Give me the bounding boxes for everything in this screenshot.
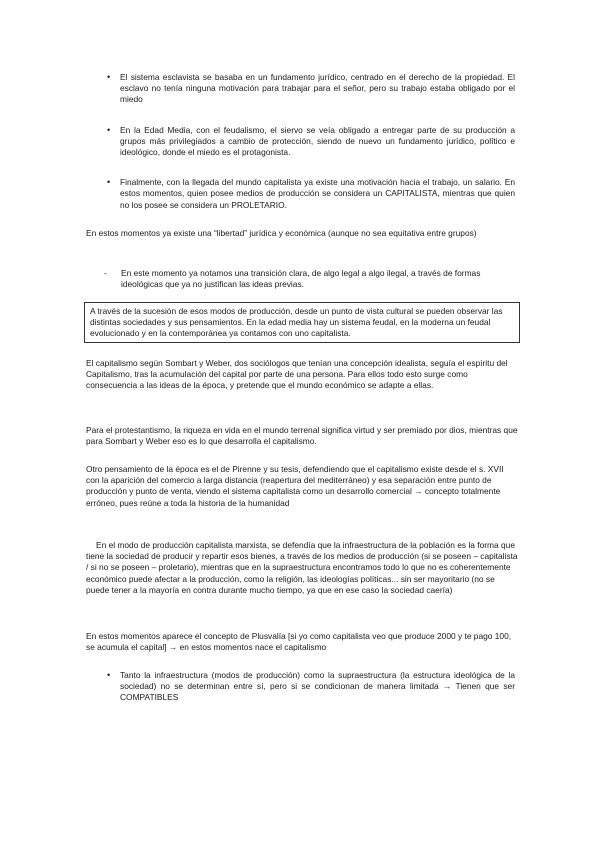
list-item [107,177,515,211]
dash-item-text: En este momento ya notamos una transición clara, de algo legal a algo ilegal, a través de formas ideológicas que ya no justifican las ideas previas. [121,268,481,290]
paragraph-plusvalia: En estos momentos aparece el concepto de Plusvalía [si yo como capitalista veo que produce 2000 y te pago 100, se acumula el capital] → en estos momentos nace el capitalismo [86,631,512,653]
list-item-text: En la Edad Media, con el feudalismo, el siervo se veía obligado a entregar parte de su producción a grupos más privilegiados a cambio de protección, siendo de nuevo un fundamento jurídico, político e ideológico, donde el miedo es el protagonista. [120,124,515,158]
bullet-icon: • [107,177,111,188]
bullet-icon: • [107,72,111,82]
paragraph-sombart-weber: El capitalismo según Sombart y Weber, dos sociólogos que tenían una concepción idealista, seguía el espíritu del Capitalismo, tras la acumulación del capital por parte de una persona. Para ellos todo esto surge como consecuencia a las ideas de la época, y pretende que el mundo económico se adapte a ellas. [86,358,508,391]
list-item [107,670,515,704]
paragraph-protestantismo: Para el protestantismo, la riqueza en vida en el mundo terrenal significa virtud y ser premiado por dios, mientras que para Sombart y Weber eso es lo que desarrolla el capitalismo. [86,425,518,447]
list-item [107,125,515,159]
bullet-list-bottom [107,670,515,704]
capitalista-term: CAPITALISTA [385,188,438,199]
paragraph-marxista: En el modo de producción capitalista marxista, se defendía que la infraestructura de la población es la forma que tiene la sociedad de producir y repartir esos bienes, a través de los medios de producción (si se poseen – capitalista / si no se poseen – proletario), mientras que en la supraestructura encontramos todo lo que no es coherentemente económico puede afectar a la producción, como la religión, las ideologías políticas... sin ser mayoritario (no se puede tener a la mayoría en contra durante mucho tiempo, ya que en ese caso la sociedad caería) [86,540,518,595]
paragraph-libertad: En estos momentos ya existe una “libertad” jurídica y económica (aunque no sea equitativa entre grupos) [86,228,477,238]
list-item-text: El sistema esclavista se basaba en un fundamento jurídico, centrado en el derecho de la propiedad. El esclavo no tenía ninguna motivación para trabajar para el señor, pero su trabajo estaba obligado por el miedo [120,72,515,105]
list-item-text: Tanto la infraestructura (modos de producción) como la supraestructura (la estructura ideológica de la sociedad) no se determinan entre sí, pero si se condicionan de manera limitada → Tienen que ser COMPATIBLES [120,670,515,703]
list-item [107,72,515,106]
proletario-term: PROLETARIO [231,199,285,210]
paragraph-pirenne: Otro pensamiento de la época es el de Pirenne y su tesis, defendiendo que el capitalismo existe desde el s. XVII con la aparición del comercio a larga distancia (reapertura del mediterráneo) y esa separación entre punto de producción y punto de venta, viendo el sistema capitalista como un desarrollo comercial → concepto totalmente erróneo, pues reúne a toda la historia de la humanidad [86,464,504,508]
bullet-icon: • [107,124,111,135]
boxed-paragraph: A través de la sucesión de esos modos de producción, desde un punto de vista cultural se pueden observar las distintas sociedades y sus pensamientos. En la edad media hay un sistema feudal, en la moderna un feudal evolucionado y en la contemporánea ya contamos con uno capitalista. [84,302,520,343]
list-item-text: Finalmente, con la llegada del mundo capitalista ya existe una motivación hacia el trabajo, un salario. En estos momentos, quien posee medios de producción se considera un CAPITALISTA, mientras que quien no los posee se considera un PROLETARIO. [120,177,515,210]
dash-list-item [104,268,518,290]
bullet-list-top [107,72,515,211]
bullet-icon: • [107,670,111,680]
dash-icon: - [104,268,107,278]
compatibles-term: COMPATIBLES [120,692,179,703]
